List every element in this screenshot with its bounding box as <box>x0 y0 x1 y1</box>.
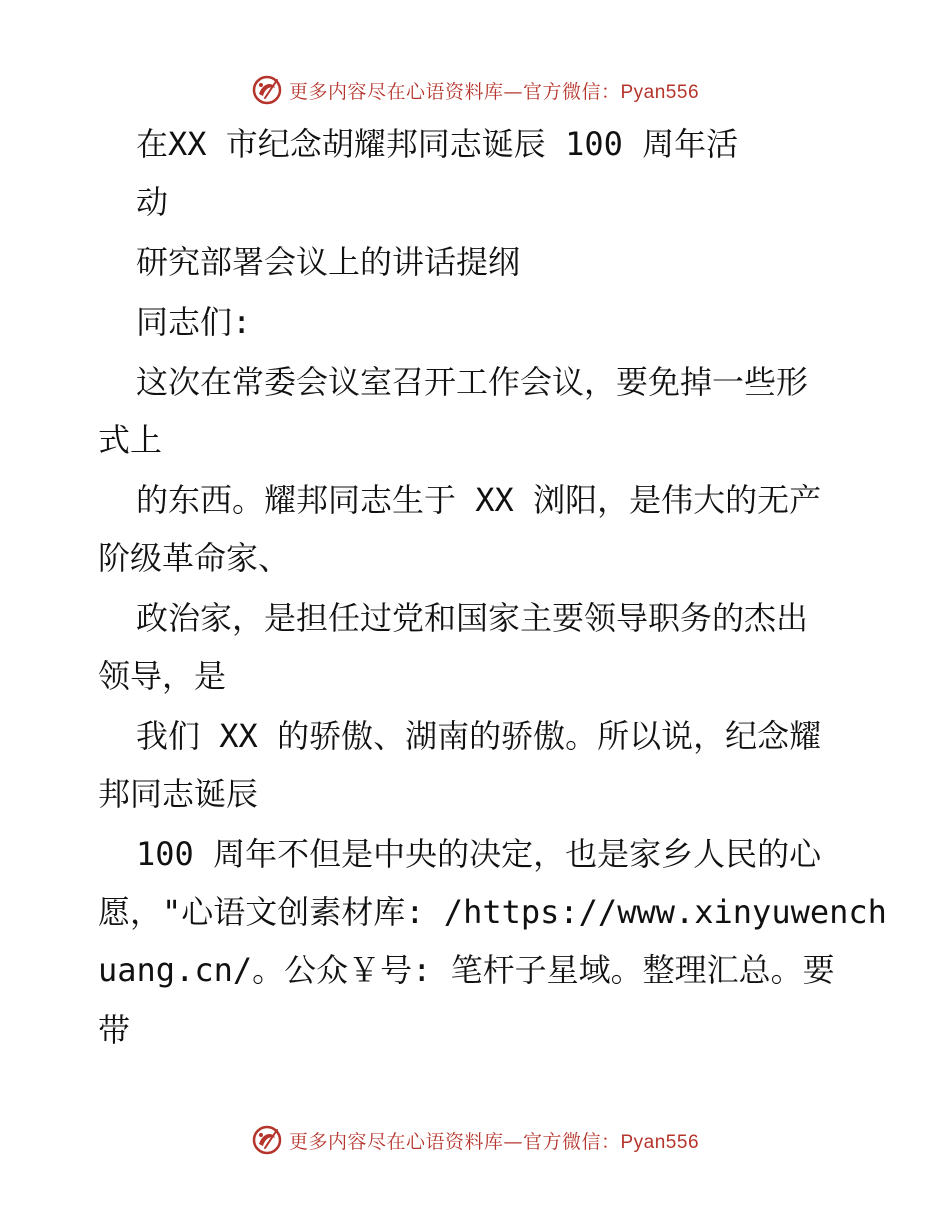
banner-text: 更多内容尽在心语资料库—官方微信：Pyan556 <box>288 80 700 103</box>
red-swirl-logo-icon <box>251 74 283 106</box>
doc-line: 领导，是 <box>98 657 227 695</box>
doc-line: 式上 <box>98 421 163 459</box>
doc-line: 带 <box>98 1011 131 1049</box>
red-swirl-logo-icon <box>251 1124 283 1156</box>
doc-line: 在XX 市纪念胡耀邦同志诞辰 100 周年活 <box>136 125 739 163</box>
header-banner <box>0 70 950 110</box>
wechat-id: Pyan556 <box>620 1131 700 1153</box>
doc-line: 我们 XX 的骄傲、湖南的骄傲。所以说，纪念耀 <box>136 717 822 755</box>
doc-line: 阶级革命家、 <box>98 539 291 577</box>
doc-line: 的东西。耀邦同志生于 XX 浏阳，是伟大的无产 <box>136 481 822 519</box>
doc-line: 动 <box>136 183 169 221</box>
wechat-id: Pyan556 <box>620 81 700 103</box>
footer-banner <box>0 1120 950 1160</box>
doc-line: 愿，"心语文创素材库: /https://www.xinyuwench <box>98 893 887 931</box>
doc-line: uang.cn/。公众￥号: 笔杆子星域。整理汇总。要 <box>98 951 835 989</box>
doc-line: 同志们: <box>136 303 252 341</box>
doc-line: 这次在常委会议室召开工作会议，要免掉一些形 <box>136 363 809 401</box>
doc-line: 100 周年不但是中央的决定，也是家乡人民的心 <box>136 835 822 873</box>
banner-text: 更多内容尽在心语资料库—官方微信：Pyan556 <box>288 1130 700 1153</box>
doc-line: 政治家，是担任过党和国家主要领导职务的杰出 <box>136 599 809 637</box>
doc-line: 邦同志诞辰 <box>98 775 259 813</box>
doc-line: 研究部署会议上的讲话提纲 <box>136 243 521 281</box>
